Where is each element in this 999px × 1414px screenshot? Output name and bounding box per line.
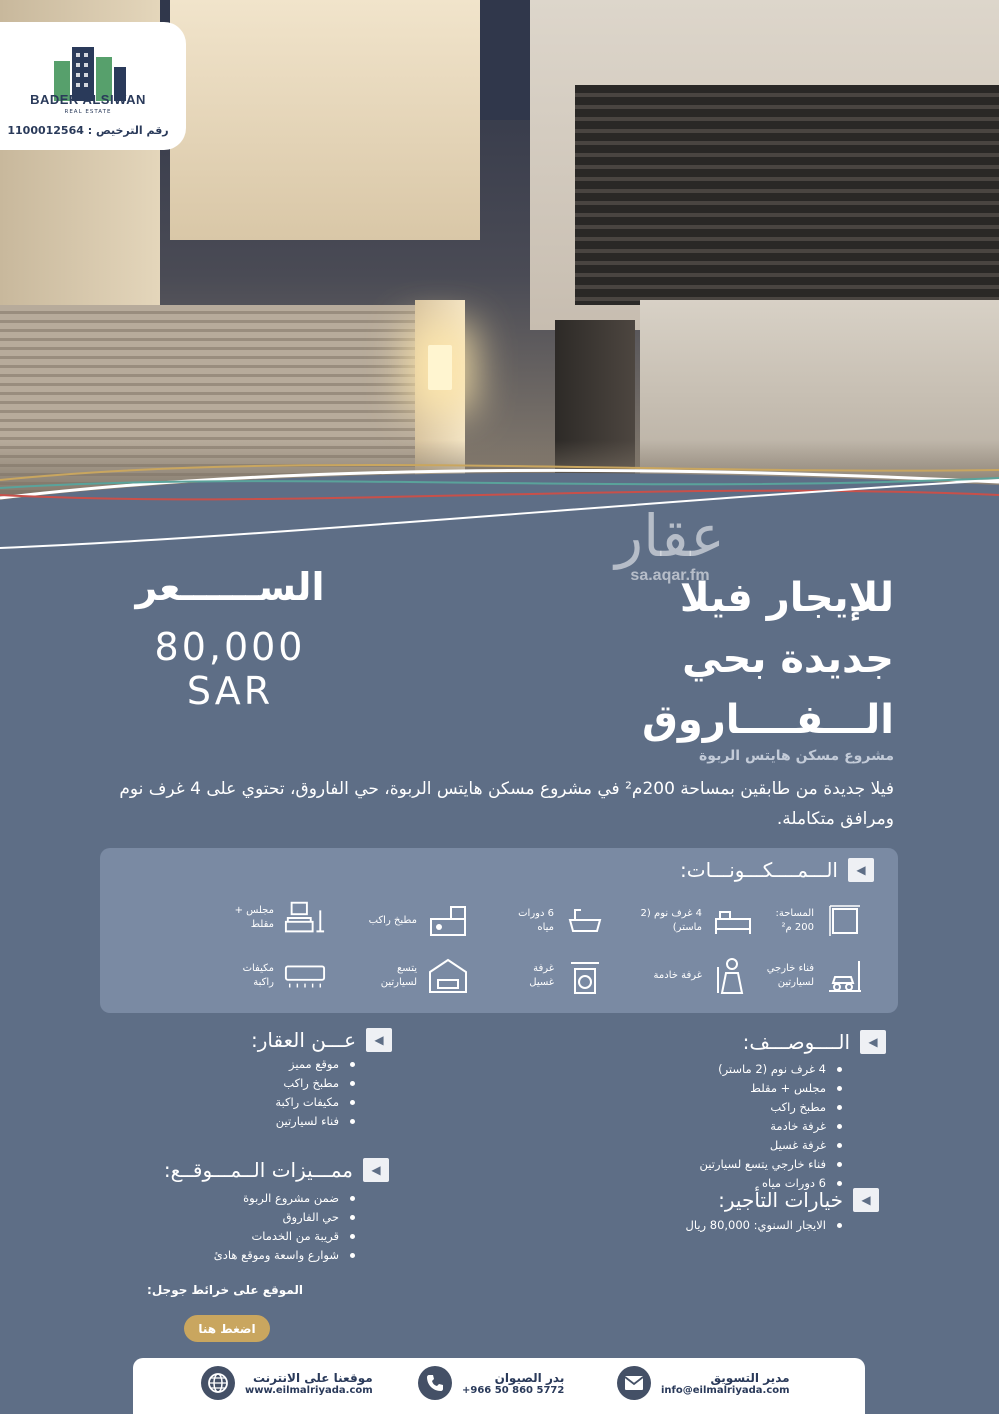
rental-list <box>524 1216 844 1235</box>
list-item: حي الفاروق <box>107 1208 357 1227</box>
price-currency: SAR <box>186 669 274 713</box>
area-icon <box>824 903 866 939</box>
list-item: فناء خارجي يتسع لسيارتين <box>524 1155 844 1174</box>
phone-icon <box>418 1366 452 1400</box>
open-map-button[interactable]: اضغط هنا <box>184 1315 270 1342</box>
listing-title <box>574 568 894 751</box>
phone-contact-name: بدر الصيوان <box>494 1370 565 1385</box>
description-heading: ◀ الــــوصـــف: <box>743 1030 886 1054</box>
list-item: شوارع واسعة وموقع هادئ <box>107 1246 357 1265</box>
decorative-wave <box>0 440 999 560</box>
list-item: غرفة غسيل <box>524 1136 844 1155</box>
brand-name: BADER ALSIWAN <box>30 92 146 107</box>
chevron-left-icon: ◀ <box>366 1028 392 1052</box>
website-contact[interactable] <box>201 1366 373 1400</box>
google-maps-label: الموقع على خرائط جوجل: <box>147 1283 303 1297</box>
component-majlis: مجلس + مقلط <box>196 900 326 936</box>
location-list <box>107 1189 357 1265</box>
website-url[interactable]: www.eilmalriyada.com <box>245 1384 373 1396</box>
ac-icon <box>284 958 326 994</box>
watermark-url: sa.aqar.fm <box>630 567 710 584</box>
watermark-text: عقار <box>615 502 725 570</box>
list-item: فناء لسيارتين <box>107 1112 357 1131</box>
chevron-left-icon: ◀ <box>363 1158 389 1182</box>
list-item: ضمن مشروع الربوة <box>107 1189 357 1208</box>
bathtub-icon <box>564 903 606 939</box>
list-item: 6 دورات مياه <box>524 1174 844 1193</box>
chevron-left-icon: ◀ <box>860 1030 886 1054</box>
maid-icon <box>712 958 754 994</box>
email-contact-role: مدير التسويق <box>710 1370 790 1385</box>
email-contact[interactable] <box>617 1366 790 1400</box>
component-kitchen: مطبخ راكب <box>339 903 469 939</box>
chevron-left-icon: ◀ <box>848 858 874 882</box>
brand-subtitle: REAL ESTATE <box>64 109 112 115</box>
email-address[interactable]: info@eilmalriyada.com <box>661 1384 790 1396</box>
price-value <box>120 625 340 713</box>
sofa-icon <box>284 900 326 936</box>
kitchen-icon <box>427 903 469 939</box>
courtyard-icon <box>824 958 866 994</box>
envelope-icon <box>617 1366 651 1400</box>
rental-options-heading: ◀ خيارات التأجير: <box>718 1188 879 1212</box>
globe-icon <box>201 1366 235 1400</box>
phone-contact[interactable] <box>418 1366 564 1400</box>
about-list <box>107 1055 357 1131</box>
title-line-2: جديدة بحي <box>682 636 894 682</box>
washer-icon <box>564 958 606 994</box>
list-item: مطبخ راكب <box>107 1074 357 1093</box>
listing-description: فيلا جديدة من طابقين بمساحة 200م² في مشروع مسكن هايتس الربوة، حي الفاروق، تحتوي على 4 غرف نوم ومرافق متكاملة. <box>119 779 894 829</box>
about-property-heading: ◀ عـــن العقار: <box>251 1028 392 1052</box>
garage-icon <box>427 958 469 994</box>
list-item: مجلس + مقلط <box>524 1079 844 1098</box>
component-maid-room: غرفة خادمة <box>624 958 754 994</box>
title-line-1: للإيجار فيلا <box>679 575 894 621</box>
components-heading: ◀ الـــمــــكـــونـــات: <box>680 858 874 882</box>
component-bathrooms: 6 دورات مياه <box>476 903 606 939</box>
component-bedrooms: 4 غرف نوم (2 ماستر) <box>624 903 754 939</box>
list-item: قريبة من الخدمات <box>107 1227 357 1246</box>
list-item: غرفة خادمة <box>524 1117 844 1136</box>
list-item: الايجار السنوي: 80,000 ريال <box>524 1216 844 1235</box>
list-item: مكيفات راكبة <box>107 1093 357 1112</box>
component-area: المساحة: 200 م² <box>736 903 866 939</box>
component-laundry: غرفة غسيل <box>476 958 606 994</box>
title-line-3: الـــفــــاروق <box>642 697 894 743</box>
list-item: موقع مميز <box>107 1055 357 1074</box>
list-item: 4 غرف نوم (2 ماستر) <box>524 1060 844 1079</box>
phone-number[interactable]: +966 50 860 5772 <box>462 1384 565 1396</box>
component-garage: يتسع لسيارتين <box>339 958 469 994</box>
bed-icon <box>712 903 754 939</box>
component-courtyard: فناء خارجي لسيارتين <box>736 958 866 994</box>
license-number: رقم الترخيص : 1100012564 <box>7 124 169 137</box>
location-features-heading: ◀ ممـــيزات الــمـــوقــع: <box>164 1158 389 1182</box>
description-list <box>524 1060 844 1193</box>
contact-footer <box>133 1358 865 1414</box>
project-name: مشروع مسكن هايتس الربوة <box>699 748 894 764</box>
price-amount: 80,000 <box>154 625 306 669</box>
company-logo-card <box>0 22 186 150</box>
component-ac: مكيفات راكبة <box>196 958 326 994</box>
price-label: الســــــعر <box>135 565 325 609</box>
list-item: مطبخ راكب <box>524 1098 844 1117</box>
website-title: موقعنا على الانترنت <box>252 1370 373 1385</box>
chevron-left-icon: ◀ <box>853 1188 879 1212</box>
